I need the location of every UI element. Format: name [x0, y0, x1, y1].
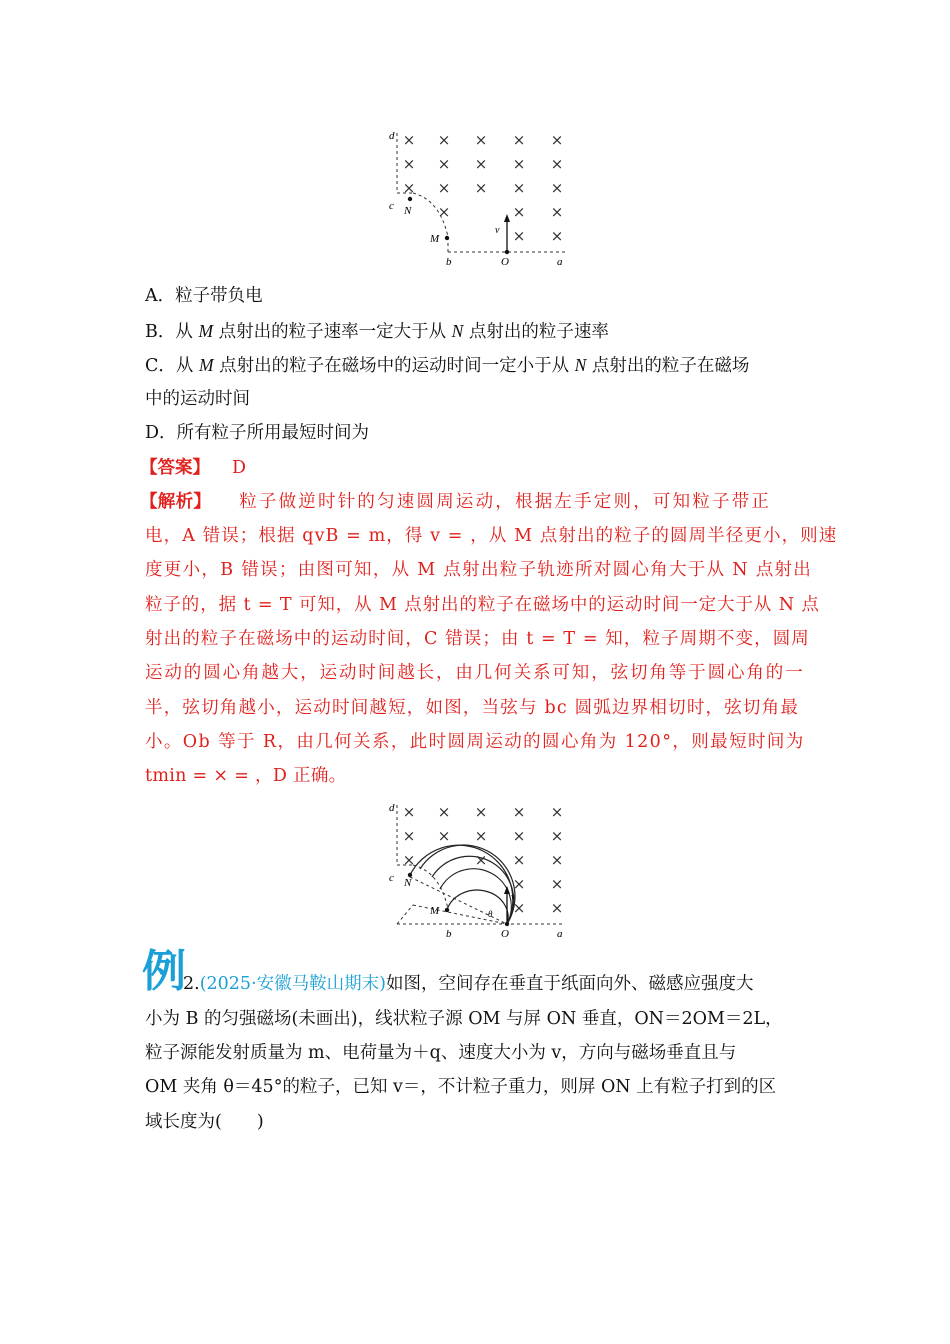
label-b: b [446, 928, 452, 940]
analysis-line-1 [140, 490, 800, 514]
label-o: O [501, 928, 509, 940]
label-n: N [404, 205, 412, 217]
label-o: O [501, 256, 509, 268]
option-c-text: 从 [175, 356, 199, 376]
option-b-letter: B． [145, 322, 176, 342]
option-b-var: N [451, 321, 464, 341]
example-line-5: 域长度为( ) [145, 1112, 264, 1132]
option-a-letter: A． [145, 286, 176, 306]
label-v: v [495, 225, 500, 236]
answer-tag: 【答案】 [140, 458, 210, 478]
cross-mark: × [437, 803, 451, 821]
example-source: (2025·安徽马鞍山期末) [199, 974, 386, 994]
option-b-text: 点射出的粒子速率 [463, 322, 609, 342]
option-a-text: 粒子带负电 [175, 286, 263, 306]
analysis-line-8: 小。Ob 等于 R，由几何关系，此时圆周运动的圆心角为 120°，则最短时间为 [145, 732, 805, 752]
cross-mark: × [512, 227, 526, 245]
example-number: 2. [183, 974, 200, 994]
cross-mark: × [474, 803, 488, 821]
option-c-var: M [198, 355, 214, 375]
option-c-line2: 中的运动时间 [145, 389, 250, 409]
label-n: N [404, 877, 412, 889]
label-c: c [389, 872, 394, 884]
cross-mark: × [474, 851, 488, 869]
example-line-1 [183, 972, 753, 996]
answer-value: D [232, 458, 247, 478]
cross-mark: × [550, 899, 564, 917]
label-m: M [430, 905, 440, 917]
option-c [145, 353, 749, 378]
cross-mark: × [550, 803, 564, 821]
cross-mark: × [550, 179, 564, 197]
option-c-letter: C． [145, 356, 176, 376]
cross-mark: × [512, 851, 526, 869]
cross-mark: × [550, 155, 564, 173]
label-b: b [446, 256, 452, 268]
cross-mark: × [474, 155, 488, 173]
cross-mark: × [437, 131, 451, 149]
figure-2 [380, 797, 580, 942]
label-theta: θ [488, 909, 493, 919]
analysis-text: 粒子做逆时针的匀速圆周运动，根据左手定则，可知粒子带正 [239, 492, 772, 512]
cross-mark: × [512, 899, 526, 917]
example-glyph: 例 [142, 946, 186, 997]
cross-mark: × [512, 875, 526, 893]
cross-mark: × [512, 131, 526, 149]
cross-mark: × [402, 803, 416, 821]
label-c: c [389, 200, 394, 212]
cross-mark: × [512, 179, 526, 197]
cross-mark: × [402, 131, 416, 149]
analysis-line-2: 电，A 错误；根据 qvB = m，得 v = ，从 M 点射出的粒子的圆周半径更小，则速 [145, 526, 838, 546]
label-d: d [389, 130, 395, 142]
option-b-text: 从 [175, 322, 199, 342]
option-d-letter: D． [145, 423, 177, 443]
cross-mark: × [512, 155, 526, 173]
option-c-text: 点射出的粒子在磁场 [586, 356, 750, 376]
analysis-line-3: 度更小，B 错误；由图可知，从 M 点射出粒子轨迹所对圆心角大于从 N 点射出 [145, 560, 813, 580]
cross-mark: × [550, 875, 564, 893]
example-line-3: 粒子源能发射质量为 m、电荷量为＋q、速度大小为 v，方向与磁场垂直且与 [145, 1043, 737, 1063]
analysis-tag: 【解析】 [140, 492, 212, 512]
cross-mark: × [512, 827, 526, 845]
option-c-text: 点射出的粒子在磁场中的运动时间一定小于从 [213, 356, 575, 376]
analysis-line-4: 粒子的，据 t = T 可知，从 M 点射出的粒子在磁场中的运动时间一定大于从 N 点 [145, 595, 820, 615]
cross-mark: × [402, 827, 416, 845]
cross-mark: × [512, 803, 526, 821]
cross-mark: × [437, 155, 451, 173]
cross-mark: × [437, 203, 451, 221]
example-line-4: OM 夹角 θ＝45°的粒子，已知 v＝，不计粒子重力，则屏 ON 上有粒子打到的区 [145, 1077, 777, 1097]
option-b-text: 点射出的粒子速率一定大于从 [213, 322, 452, 342]
analysis-line-6: 运动的圆心角越大，运动时间越长，由几何关系可知，弦切角等于圆心角的一 [145, 663, 805, 683]
example-line-2: 小为 B 的匀强磁场(未画出)，线状粒子源 OM 与屏 ON 垂直，ON＝2OM＝2L， [145, 1009, 783, 1029]
option-b [145, 319, 609, 344]
cross-mark: × [512, 203, 526, 221]
cross-mark: × [474, 827, 488, 845]
cross-mark: × [402, 851, 416, 869]
cross-mark: × [550, 827, 564, 845]
analysis-line-9: tmin = × = ，D 正确。 [145, 766, 347, 786]
label-v: v [511, 892, 516, 903]
option-c-var: N [574, 355, 587, 375]
figure-1 [380, 125, 580, 270]
cross-mark: × [437, 827, 451, 845]
cross-mark: × [474, 131, 488, 149]
label-d: d [389, 802, 395, 814]
cross-mark: × [550, 203, 564, 221]
cross-mark: × [402, 179, 416, 197]
analysis-line-5: 射出的粒子在磁场中的运动时间，C 错误；由 t = T = 知，粒子周期不变，圆周 [145, 629, 810, 649]
cross-mark: × [402, 155, 416, 173]
cross-mark: × [474, 179, 488, 197]
field-crosses [403, 131, 564, 245]
cross-mark: × [550, 851, 564, 869]
cross-mark: × [550, 131, 564, 149]
cross-mark: × [437, 179, 451, 197]
label-a: a [557, 928, 563, 940]
option-d-text: 所有粒子所用最短时间为 [176, 423, 370, 443]
example-text: 如图，空间存在垂直于纸面向外、磁感应强度大 [385, 974, 754, 994]
option-b-var: M [198, 321, 214, 341]
analysis-line-7: 半，弦切角越小，运动时间越短，如图，当弦与 bc 圆弧边界相切时，弦切角最 [145, 698, 800, 718]
answer-line [140, 456, 246, 480]
cross-mark: × [550, 227, 564, 245]
option-a [145, 284, 263, 308]
option-d [145, 421, 369, 445]
label-a: a [557, 256, 563, 268]
label-m: M [430, 233, 440, 245]
